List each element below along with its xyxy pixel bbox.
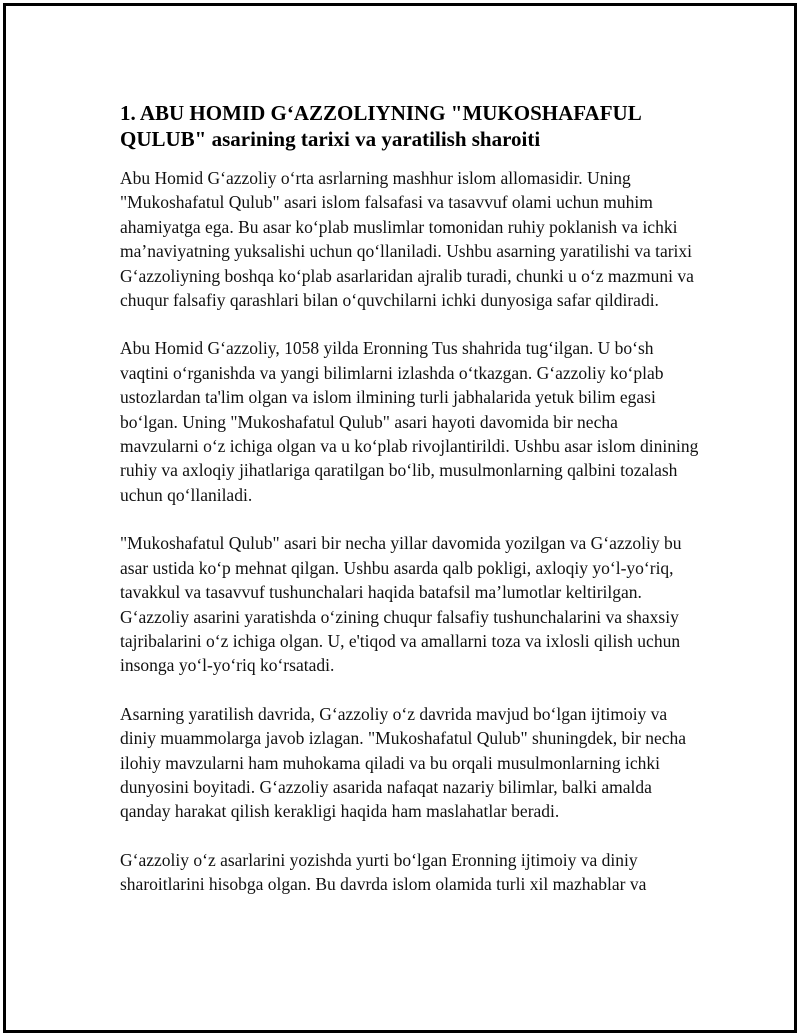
paragraph-2: Abu Homid G‘azzoliy, 1058 yilda Eronning Tus shahrida tug‘ilgan. U bo‘sh vaqtini o‘rganishda va yangi bilimlarni izlashda o‘tkazgan. G‘azzoliy ko‘plab ustozlardan ta'lim olgan va islom ilmining turli jabhalarida yetuk bilim egasi bo‘lgan. Uning "Mukoshafatul Qulub" asari hayoti davomida bir necha mavzularni o‘z ichiga olgan va u ko‘plab rivojlantirildi. Ushbu asar islom dinining ruhiy va axloqiy jihatlariga qaratilgan bo‘lib, musulmonlarning qalbini tozalash uchun qo‘llaniladi.: [120, 338, 699, 505]
paragraph-5: G‘azzoliy o‘z asarlarini yozishda yurti bo‘lgan Eronning ijtimoiy va diniy sharoitlarini hisobga olgan. Bu davrda islom olamida turli xil mazhablar va: [120, 849, 647, 895]
paragraph-1: Abu Homid G‘azzoliy o‘rta asrlarning mashhur islom allomasidir. Uning "Mukoshafatul Qulub" asari islom falsafasi va tasavvuf olami uchun muhim ahamiyatga ega. Bu asar ko‘plab muslimlar tomonidan ruhiy poklanish va ichki ma’naviyatning yuksalishi uchun qo‘llaniladi. Ushbu asarning yaratilishi va tarixi G‘azzoliyning boshqa ko‘plab asarlaridan ajralib turadi, chunki u o‘z mazmuni va chuqur falsafiy qarashlari bilan o‘quvchilarni ichki dunyosiga safar qildiradi.: [120, 168, 694, 311]
paragraph-3: "Mukoshafatul Qulub" asari bir necha yillar davomida yozilgan va G‘azzoliy bu asar ustida ko‘p mehnat qilgan. Ushbu asarda qalb pokligi, axloqiy yo‘l-yo‘riq, tavakkul va tasavvuf tushunchalari haqida batafsil ma’lumotlar keltirilgan. G‘azzoliy asarini yaratishda o‘zining chuqur falsafiy tushunchalarini va shaxsiy tajribalarini o‘z ichiga olgan. U, e'tiqod va amallarni toza va ixlosli qilish uchun insonga yo‘l-yo‘riq ko‘rsatadi.: [120, 533, 682, 676]
page-frame: [3, 3, 797, 1033]
paragraph-4: Asarning yaratilish davrida, G‘azzoliy o‘z davrida mavjud bo‘lgan ijtimoiy va diniy muammolarga javob izlagan. "Mukoshafatul Qulub" shuningdek, bir necha ilohiy mavzularni ham muhokama qiladi va bu orqali musulmonlarning ichki dunyosini boyitadi. G‘azzoliy asarida nafaqat nazariy bilimlar, balki amalda qanday harakat qilish kerakligi haqida ham maslahatlar beradi.: [120, 703, 687, 822]
section-heading: 1. ABU HOMID G‘AZZOLIYNING "MUKOSHAFAFUL QULUB" asarining tarixi va yaratilish sharoiti: [120, 101, 641, 151]
document-body: [120, 100, 700, 921]
